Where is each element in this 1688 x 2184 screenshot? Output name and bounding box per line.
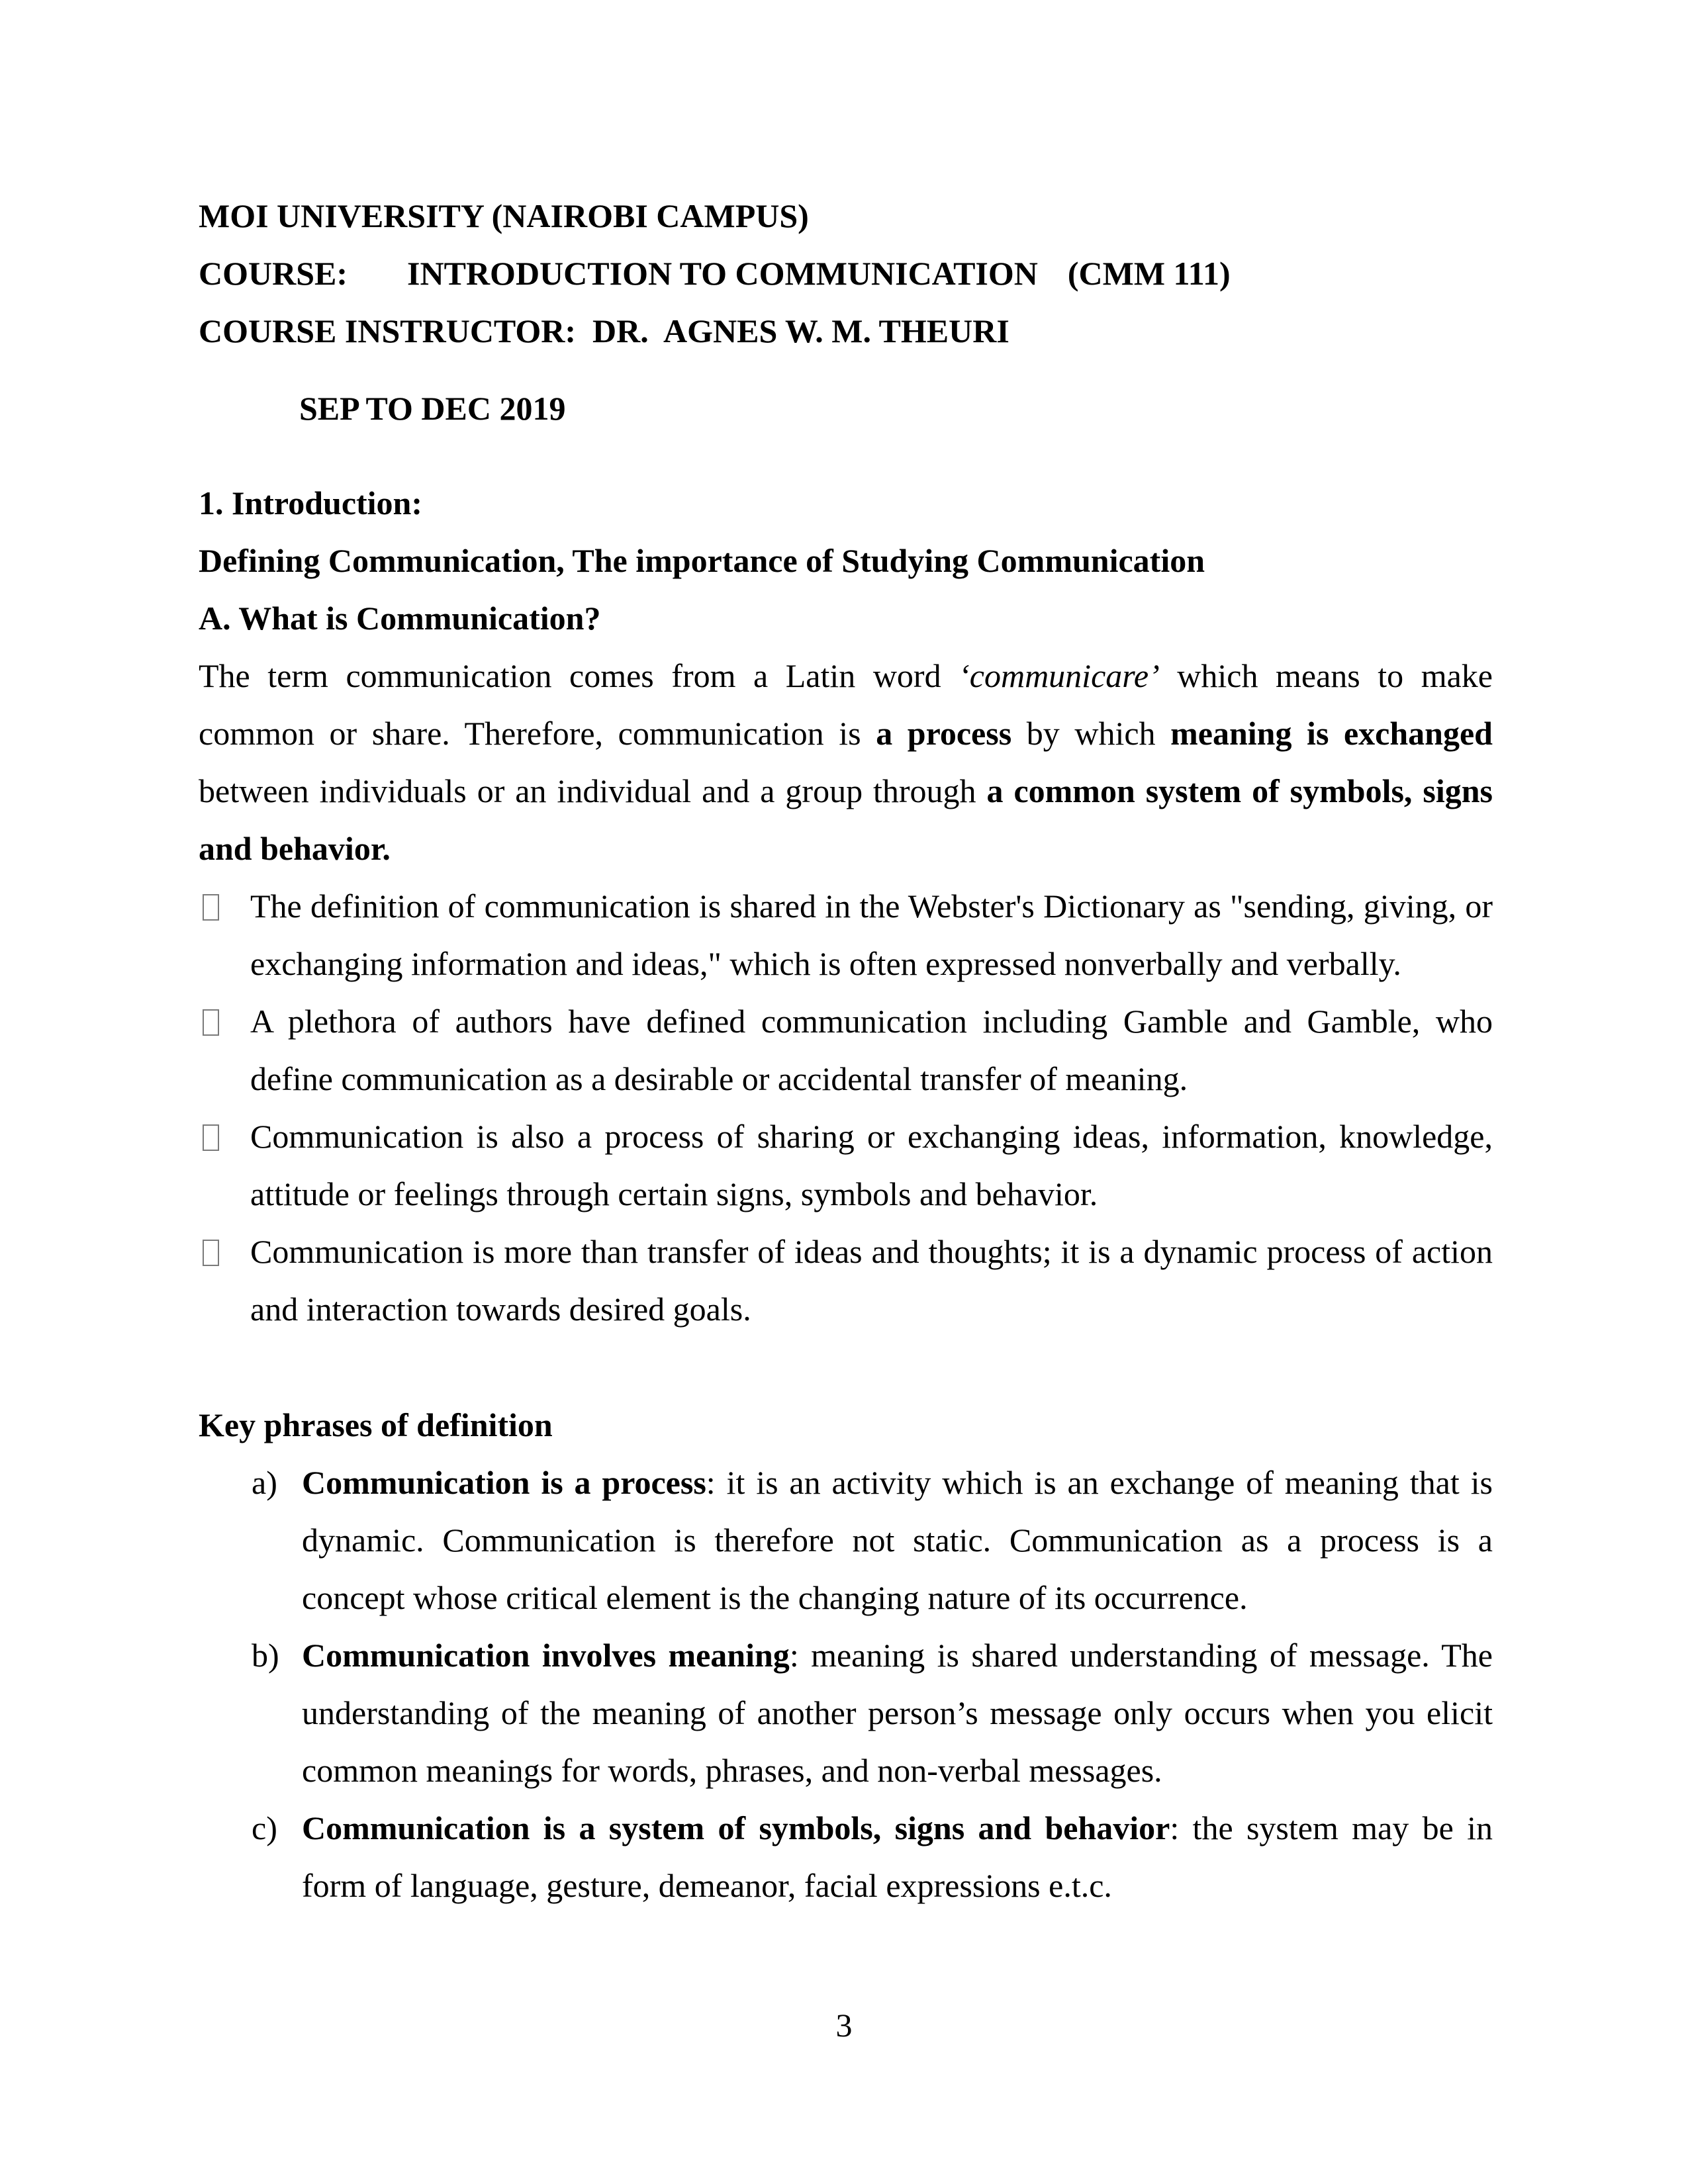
bullet-item xyxy=(199,1108,1493,1223)
page-number: 3 xyxy=(835,2007,853,2044)
key-phrases-heading: Key phrases of definition xyxy=(199,1406,553,1443)
bullet-text: The definition of communication is shared in the Webster's Dictionary as "sending, giving, or exchanging information and ideas," which is often expressed nonverbally and verbally. xyxy=(250,887,1493,982)
university-title: MOI UNIVERSITY (NAIROBI CAMPUS) xyxy=(199,197,809,234)
list-marker: b) xyxy=(252,1637,279,1674)
empty-box-bullet-icon xyxy=(203,894,219,921)
list-marker: c) xyxy=(252,1809,277,1846)
empty-box-bullet-icon xyxy=(203,1240,219,1266)
empty-box-bullet-icon xyxy=(203,1009,219,1036)
course-code: (CMM 111) xyxy=(1067,255,1231,292)
intro-subheading: Defining Communication, The importance of Studying Communication xyxy=(199,542,1205,579)
list-marker: a) xyxy=(252,1464,277,1501)
bullet-text: Communication is also a process of sharing or exchanging ideas, information, knowledge, attitude or feelings through certain signs, symbols and behavior. xyxy=(250,1118,1493,1212)
key-phrase-text: Communication is a process: it is an activity which is an exchange of meaning that is dynamic. Communication is therefore not static. Communication as a process is a concept whose critical element is the changing nature of its occurrence. xyxy=(302,1464,1493,1616)
bullet-text: A plethora of authors have defined communication including Gamble and Gamble, who define communication as a desirable or accidental transfer of meaning. xyxy=(250,1003,1493,1097)
definition-bullet-list xyxy=(199,878,1493,1338)
intro-question: A. What is Communication? xyxy=(199,600,601,637)
bullet-item xyxy=(199,1223,1493,1338)
empty-box-bullet-icon xyxy=(203,1124,219,1151)
key-phrase-item-a xyxy=(199,1454,1493,1627)
key-phrase-text: Communication involves meaning: meaning is shared understanding of message. The understanding of the meaning of another person’s message only occurs when you elicit common meanings for words, phrases, and non-verbal messages. xyxy=(302,1637,1493,1789)
intro-heading: 1. Introduction: xyxy=(199,484,423,522)
bullet-text: Communication is more than transfer of ideas and thoughts; it is a dynamic process of action and interaction towards desired goals. xyxy=(250,1233,1493,1328)
course-label: COURSE: xyxy=(199,255,348,292)
instructor-label: COURSE INSTRUCTOR: xyxy=(199,312,577,349)
key-phrase-text: Communication is a system of symbols, signs and behavior: the system may be in form of language, gesture, demeanor, facial expressions e.t.c. xyxy=(302,1809,1493,1904)
course-title: INTRODUCTION TO COMMUNICATION xyxy=(407,255,1038,292)
term-line: SEP TO DEC 2019 xyxy=(299,390,566,427)
bullet-item xyxy=(199,878,1493,993)
instructor-name: DR. AGNES W. M. THEURI xyxy=(592,312,1009,349)
key-phrase-item-b xyxy=(199,1627,1493,1799)
definition-paragraph: The term communication comes from a Latin word ‘communicare’ which means to make common or share. Therefore, communication is a process by which meaning is exchanged between individuals or an individual and a group through a common system of symbols, signs and behavior. xyxy=(199,657,1493,867)
bullet-item xyxy=(199,993,1493,1108)
key-phrase-item-c xyxy=(199,1799,1493,1915)
course-line xyxy=(199,245,1493,302)
key-phrases-list xyxy=(199,1454,1493,1915)
instructor-line xyxy=(199,302,1493,360)
